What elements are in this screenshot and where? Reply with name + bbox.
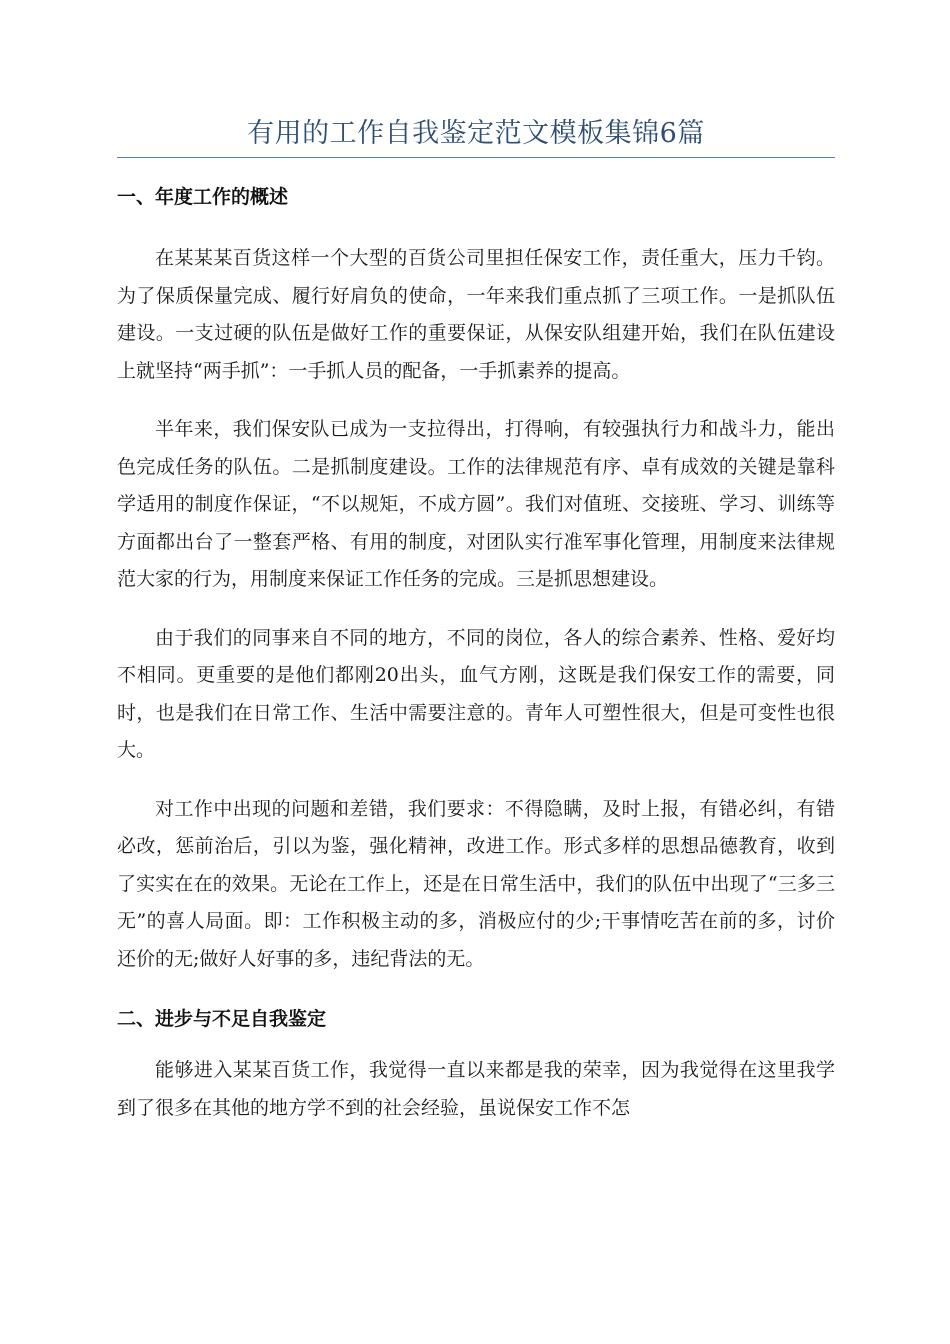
document-title: 有用的工作自我鉴定范文模板集锦6篇 <box>247 118 705 149</box>
section-2-paragraph-1: 能够进入某某百货工作，我觉得一直以来都是我的荣幸，因为我觉得在这里我学到了很多在其他的地方学不到的社会经验，虽说保安工作不怎 <box>117 1059 835 1119</box>
document-page <box>117 0 835 1127</box>
title-underline <box>117 157 835 158</box>
section-heading-1: 一、年度工作的概述 <box>117 186 289 208</box>
section-1-paragraph-4: 对工作中出现的问题和差错，我们要求：不得隐瞒，及时上报，有错必纠，有错必改，惩前治后，引以为鉴，强化精神，改进工作。形式多样的思想品德教育，收到了实实在在的效果。无论在工作上，还是在日常生活中，我们的队伍中出现了“三多三无”的喜人局面。即：工作积极主动的多，消极应付的少;干事情吃苦在前的多，讨价还价的无;做好人好事的多，违纪背法的无。 <box>117 797 835 970</box>
section-1-paragraph-1: 在某某某百货这样一个大型的百货公司里担任保安工作，责任重大，压力千钧。为了保质保量完成、履行好肩负的使命，一年来我们重点抓了三项工作。一是抓队伍建设。一支过硬的队伍是做好工作的重要保证，从保安队组建开始，我们在队伍建设上就坚持“两手抓”：一手抓人员的配备，一手抓素养的提高。 <box>117 247 835 382</box>
section-heading-2: 二、进步与不足自我鉴定 <box>117 1008 327 1030</box>
section-1-paragraph-3: 由于我们的同事来自不同的地方，不同的岗位，各人的综合素养、性格、爱好均不相同。更重要的是他们都刚20出头，血气方刚，这既是我们保安工作的需要，同时，也是我们在日常工作、生活中需要注意的。青年人可塑性很大，但是可变性也很大。 <box>117 626 835 761</box>
section-1-paragraph-2: 半年来，我们保安队已成为一支拉得出，打得响，有较强执行力和战斗力，能出色完成任务的队伍。二是抓制度建设。工作的法律规范有序、卓有成效的关键是靠科学适用的制度作保证，“不以规矩，不成方圆”。我们对值班、交接班、学习、训练等方面都出台了一整套严格、有用的制度，对团队实行准军事化管理，用制度来法律规范大家的行为，用制度来保证工作任务的完成。三是抓思想建设。 <box>117 418 835 590</box>
